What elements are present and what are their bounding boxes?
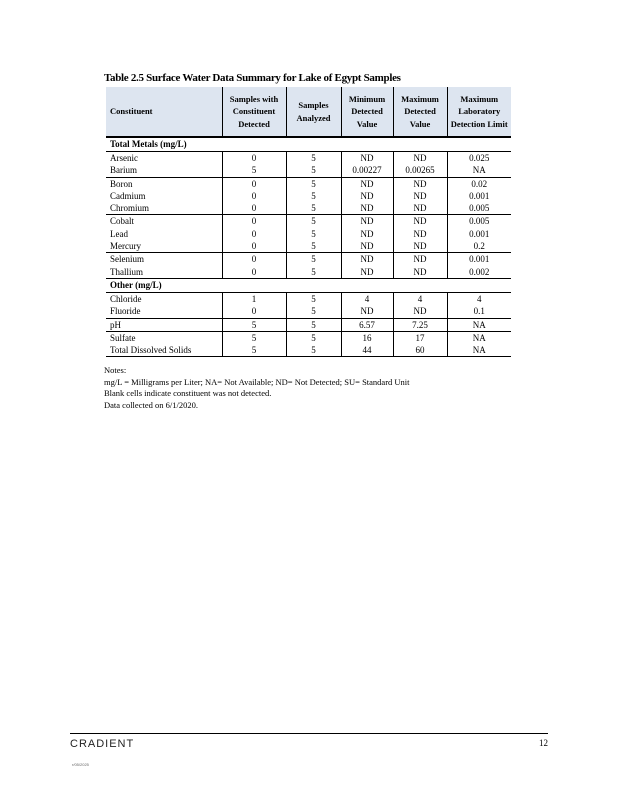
min-value: ND	[341, 190, 393, 202]
max-value: 17	[393, 331, 447, 344]
analyzed-count: 5	[286, 164, 341, 177]
max-value: ND	[393, 253, 447, 266]
constituent-name: Fluoride	[106, 305, 222, 318]
detected-count: 0	[222, 177, 286, 190]
max-value: 0.00265	[393, 164, 447, 177]
detected-count: 0	[222, 240, 286, 253]
min-value: ND	[341, 253, 393, 266]
constituent-name: Cadmium	[110, 190, 146, 201]
max-value: 4	[393, 292, 447, 305]
detected-count: 0	[222, 215, 286, 228]
footer-divider	[70, 733, 548, 734]
analyzed-count: 5	[286, 292, 341, 305]
surface-water-summary-table	[106, 87, 511, 357]
table-row	[106, 305, 511, 318]
analyzed-count: 5	[286, 344, 341, 357]
detected-count: 5	[222, 318, 286, 331]
table-row	[106, 318, 511, 331]
table-row	[106, 164, 511, 177]
table-row	[106, 292, 511, 305]
notes-collection-date: Data collected on 6/1/2020.	[104, 399, 198, 410]
detection-limit: NA	[447, 344, 511, 357]
detected-count: 0	[222, 152, 286, 165]
analyzed-count: 5	[286, 152, 341, 165]
min-value: ND	[341, 240, 393, 253]
constituent-name: Barium	[106, 164, 222, 177]
table-row	[106, 331, 511, 344]
max-value: ND	[393, 240, 447, 253]
detection-limit: 0.1	[447, 305, 511, 318]
detection-limit: 0.025	[447, 152, 511, 165]
detected-count: 0	[222, 228, 286, 240]
detection-limit: NA	[447, 318, 511, 331]
analyzed-count: 5	[286, 305, 341, 318]
table-row	[106, 177, 511, 190]
analyzed-count: 5	[286, 331, 341, 344]
detection-limit: 0.001	[447, 190, 511, 202]
detected-count: 0	[222, 305, 286, 318]
min-value: ND	[341, 266, 393, 279]
detected-count: 1	[222, 292, 286, 305]
max-value: ND	[393, 266, 447, 279]
detection-limit: 4	[447, 292, 511, 305]
section-heading: Total Metals (mg/L)	[106, 137, 511, 152]
constituent-name: Arsenic	[110, 153, 138, 163]
detected-count: 5	[222, 344, 286, 357]
table-row	[106, 190, 511, 202]
header-detection-limit: Maximum Laboratory Detection Limit	[447, 87, 511, 137]
min-value: ND	[341, 305, 393, 318]
detection-limit: 0.001	[447, 253, 511, 266]
constituent-name: Cobalt	[110, 216, 134, 227]
table-header-row	[106, 87, 511, 137]
table-row	[106, 344, 511, 357]
detection-limit: 0.001	[447, 228, 511, 240]
notes-abbreviations: mg/L = Milligrams per Liter; NA= Not Available; ND= Not Detected; SU= Standard Unit	[104, 376, 410, 387]
analyzed-count: 5	[286, 190, 341, 202]
min-value: 16	[341, 331, 393, 344]
detected-count: 5	[222, 164, 286, 177]
section-heading-row	[106, 278, 511, 292]
max-value: ND	[393, 190, 447, 202]
min-value: ND	[341, 152, 393, 165]
min-value: 44	[341, 344, 393, 357]
detected-count: 0	[222, 202, 286, 215]
constituent-name: Lead	[110, 228, 128, 239]
header-samples-detected: Samples with Constituent Detected	[222, 87, 286, 137]
constituent-name: Total Dissolved Solids	[106, 344, 222, 357]
max-value: ND	[393, 177, 447, 190]
detected-count: 0	[222, 253, 286, 266]
constituent-name: Chloride	[110, 293, 142, 304]
min-value: ND	[341, 202, 393, 215]
max-value: ND	[393, 305, 447, 318]
analyzed-count: 5	[286, 202, 341, 215]
header-samples-analyzed: Samples Analyzed	[286, 87, 341, 137]
min-value: 0.00227	[341, 164, 393, 177]
min-value: ND	[341, 215, 393, 228]
section-heading-row	[106, 137, 511, 152]
analyzed-count: 5	[286, 177, 341, 190]
company-logo: CRADIENT	[70, 738, 135, 750]
document-code: r/05/2025	[72, 762, 89, 767]
min-value: ND	[341, 228, 393, 240]
constituent-name: pH	[106, 318, 222, 331]
table-row	[106, 253, 511, 266]
section-heading: Other (mg/L)	[106, 278, 511, 292]
detection-limit: NA	[447, 164, 511, 177]
detected-count: 5	[222, 331, 286, 344]
notes-label: Notes:	[104, 365, 127, 375]
analyzed-count: 5	[286, 228, 341, 240]
analyzed-count: 5	[286, 240, 341, 253]
detection-limit: NA	[447, 331, 511, 344]
constituent-name: Thallium	[106, 266, 222, 279]
header-minimum-value: Minimum Detected Value	[341, 87, 393, 137]
min-value: 4	[341, 292, 393, 305]
min-value: 6.57	[341, 318, 393, 331]
constituent-name: Sulfate	[110, 332, 136, 343]
table-body	[106, 137, 511, 357]
detection-limit: 0.2	[447, 240, 511, 253]
max-value: 7.25	[393, 318, 447, 331]
detection-limit: 0.005	[447, 215, 511, 228]
table-row	[106, 215, 511, 228]
header-constituent: Constituent	[106, 87, 222, 137]
max-value: 60	[393, 344, 447, 357]
detected-count: 0	[222, 266, 286, 279]
max-value: ND	[393, 202, 447, 215]
constituent-name: Selenium	[110, 254, 144, 265]
table-row	[106, 202, 511, 215]
max-value: ND	[393, 152, 447, 165]
page-number: 12	[539, 738, 548, 748]
max-value: ND	[393, 228, 447, 240]
constituent-name: Chromium	[106, 202, 222, 215]
detected-count: 0	[222, 190, 286, 202]
constituent-name: Mercury	[106, 240, 222, 253]
analyzed-count: 5	[286, 253, 341, 266]
table-row	[106, 266, 511, 279]
table-row	[106, 240, 511, 253]
header-maximum-value: Maximum Detected Value	[393, 87, 447, 137]
analyzed-count: 5	[286, 215, 341, 228]
table-title: Table 2.5 Surface Water Data Summary for Lake of Egypt Samples	[104, 72, 401, 84]
table-notes	[104, 365, 410, 411]
table-row	[106, 152, 511, 165]
analyzed-count: 5	[286, 266, 341, 279]
table-row	[106, 228, 511, 240]
detection-limit: 0.02	[447, 177, 511, 190]
max-value: ND	[393, 215, 447, 228]
min-value: ND	[341, 177, 393, 190]
detection-limit: 0.002	[447, 266, 511, 279]
notes-blank-cells: Blank cells indicate constituent was not detected.	[104, 388, 272, 398]
detection-limit: 0.005	[447, 202, 511, 215]
analyzed-count: 5	[286, 318, 341, 331]
constituent-name: Boron	[110, 178, 133, 189]
